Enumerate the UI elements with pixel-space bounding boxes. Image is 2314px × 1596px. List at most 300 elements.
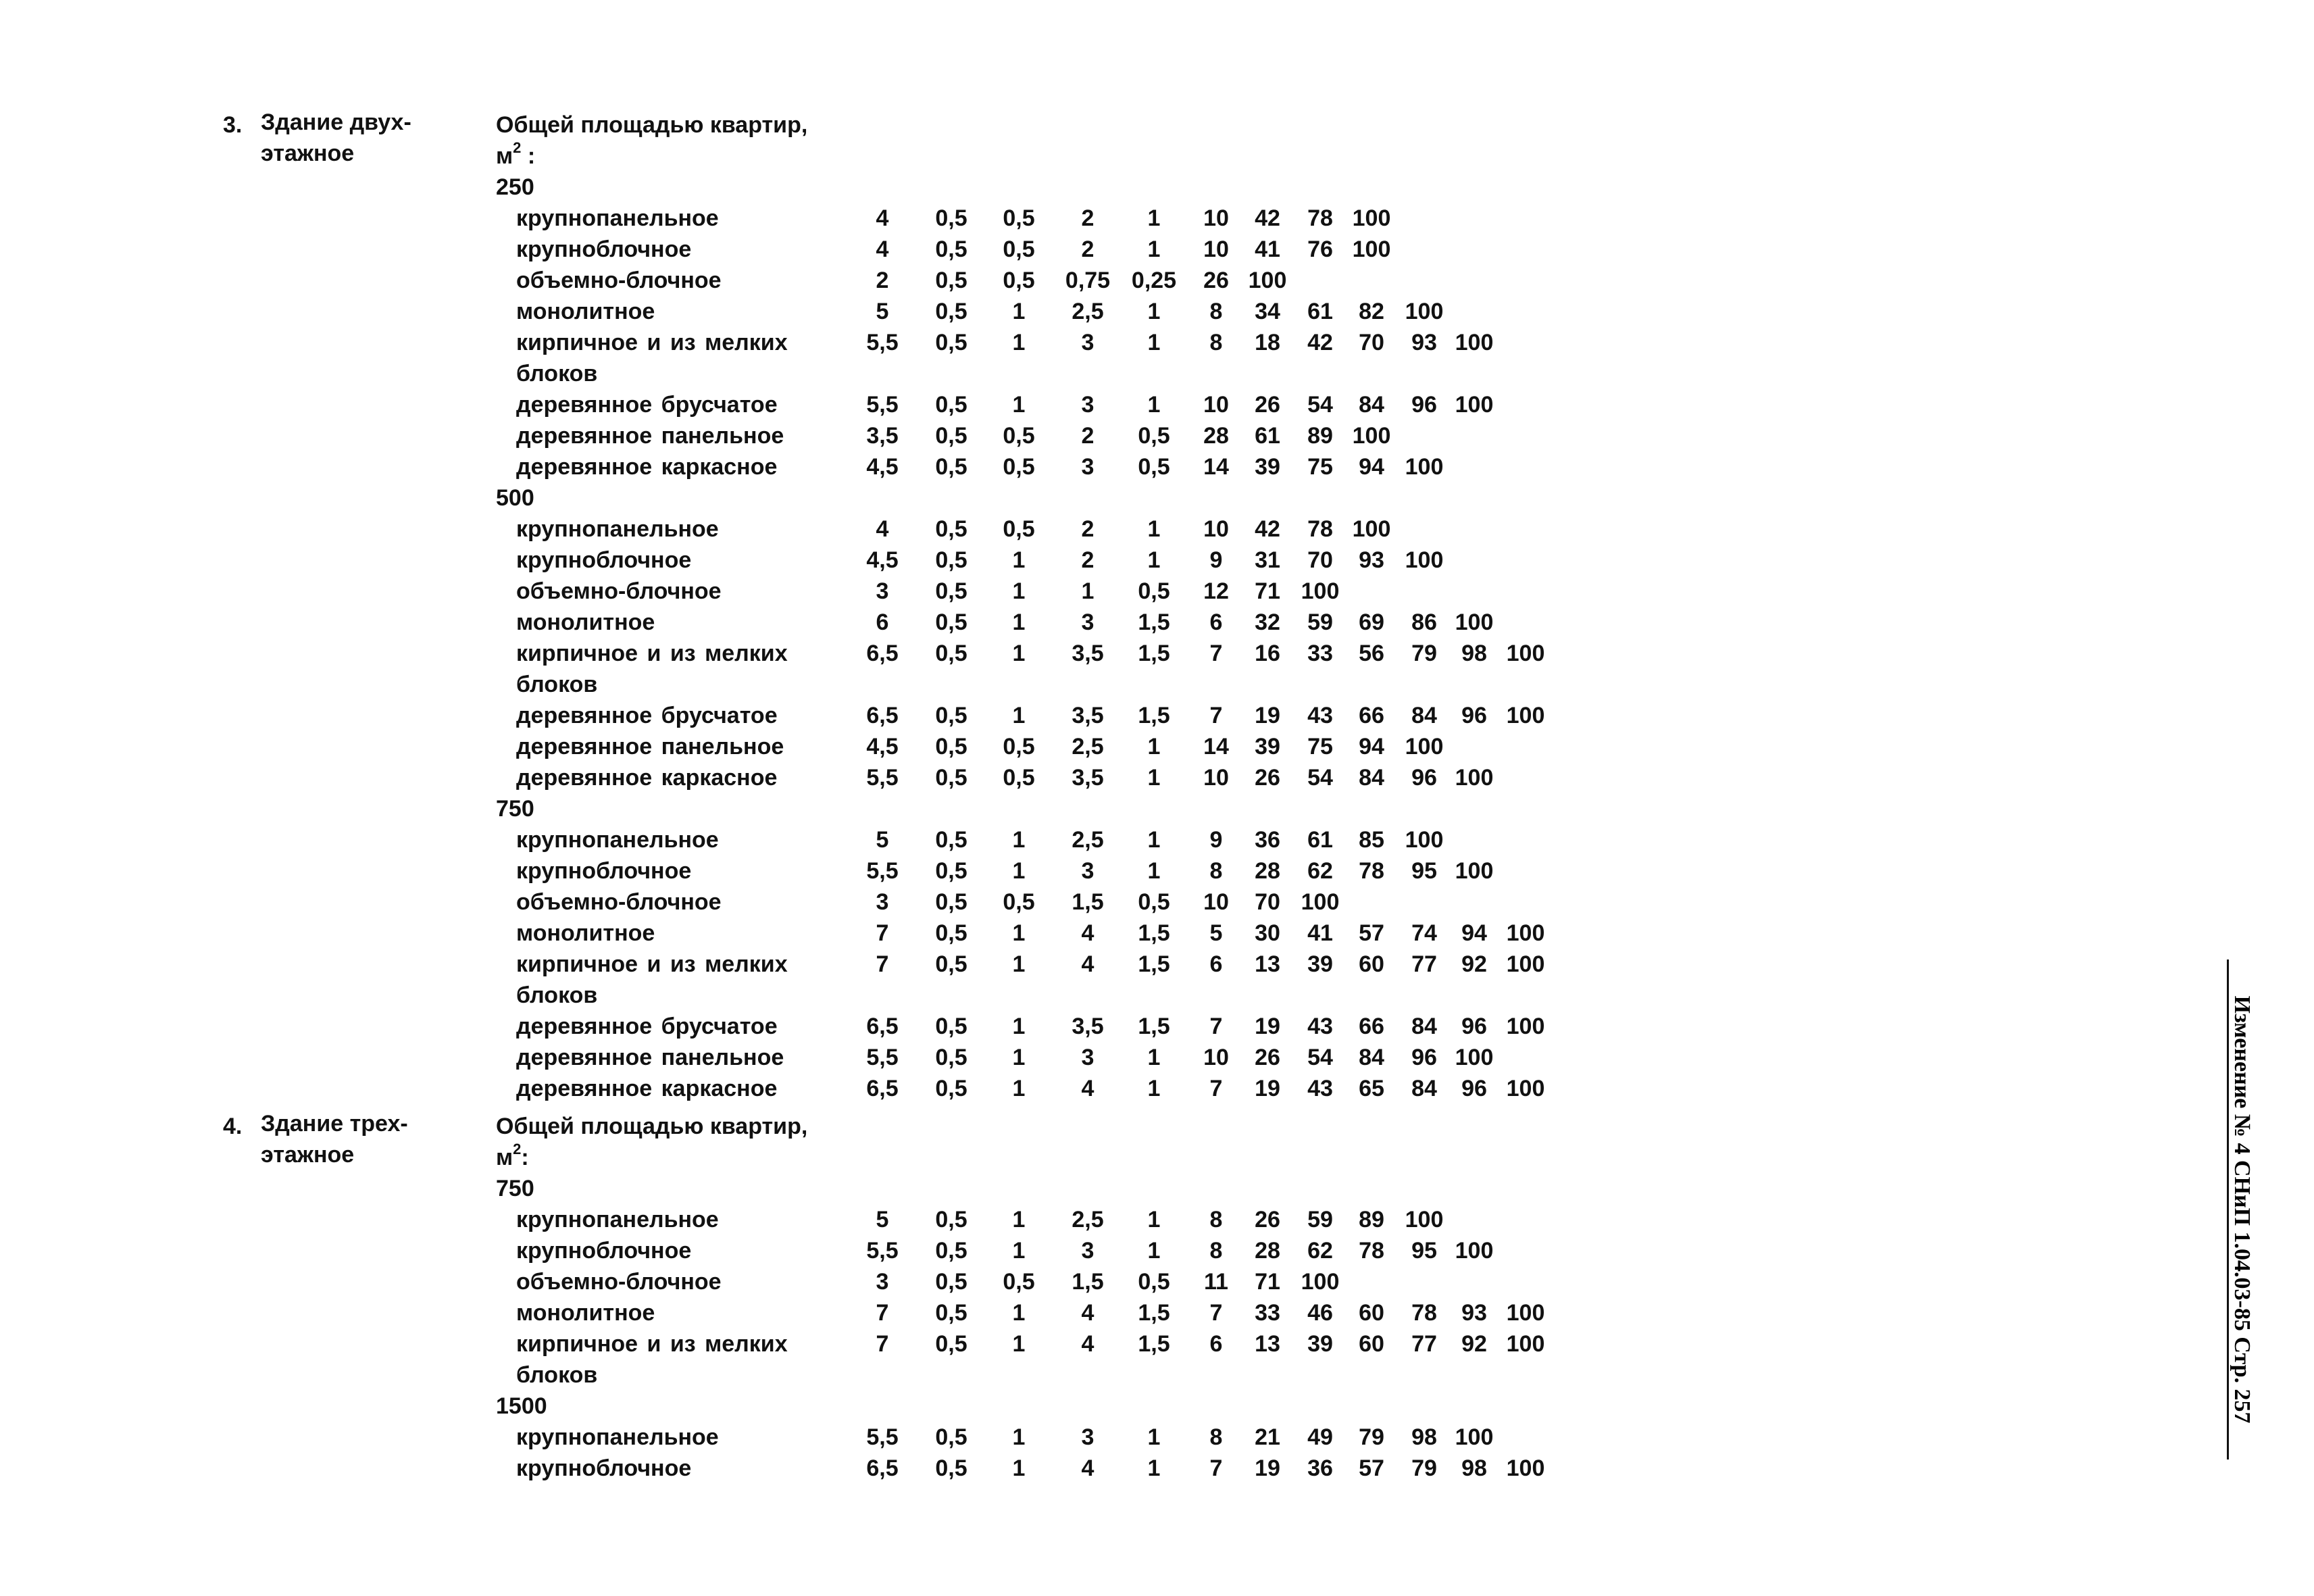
cell-value: 43	[1307, 703, 1333, 728]
item-name-line2: этажное	[261, 1142, 355, 1168]
cell-value: 98	[1411, 1424, 1437, 1450]
row-label: крупнопанельное	[516, 205, 719, 231]
cell-value: 0,5	[935, 1455, 967, 1481]
cell-value: 60	[1359, 1300, 1384, 1326]
row-label: крупнопанельное	[516, 516, 719, 542]
unit-text: м	[496, 143, 513, 169]
item-number: 4.	[223, 1114, 243, 1139]
cell-value: 96	[1411, 765, 1437, 791]
cell-value: 1	[1147, 547, 1161, 573]
cell-value: 3	[876, 889, 889, 915]
cell-value: 8	[1209, 299, 1223, 324]
cell-value: 43	[1307, 1076, 1333, 1101]
cell-value: 7	[1209, 1076, 1223, 1101]
cell-value: 0,5	[935, 330, 967, 355]
cell-value: 96	[1461, 1076, 1487, 1101]
cell-value: 3	[1081, 392, 1095, 418]
cell-value: 100	[1405, 734, 1444, 759]
cell-value: 2	[876, 268, 889, 293]
cell-value: 33	[1307, 641, 1333, 666]
cell-value: 0,5	[935, 609, 967, 635]
cell-value: 32	[1255, 609, 1280, 635]
cell-value: 7	[1209, 641, 1223, 666]
cell-value: 100	[1405, 454, 1444, 480]
cell-value: 0,5	[1003, 1269, 1035, 1295]
cell-value: 70	[1307, 547, 1333, 573]
cell-value: 4	[1081, 920, 1095, 946]
cell-value: 3	[876, 1269, 889, 1295]
cell-value: 13	[1255, 951, 1280, 977]
cell-value: 4	[876, 205, 889, 231]
cell-value: 3	[1081, 1045, 1095, 1070]
cell-value: 0,5	[1138, 454, 1170, 480]
cell-value: 98	[1461, 641, 1487, 666]
row-label: крупноблочное	[516, 858, 692, 884]
cell-value: 12	[1203, 578, 1229, 604]
cell-value: 100	[1405, 547, 1444, 573]
cell-value: 7	[1209, 1014, 1223, 1039]
row-label: крупноблочное	[516, 547, 692, 573]
cell-value: 94	[1359, 454, 1384, 480]
cell-value: 42	[1307, 330, 1333, 355]
cell-value: 95	[1411, 858, 1437, 884]
area-value: 750	[496, 1176, 534, 1201]
cell-value: 8	[1209, 1424, 1223, 1450]
cell-value: 100	[1352, 516, 1391, 542]
cell-value: 100	[1301, 1269, 1340, 1295]
cell-value: 0,5	[1138, 423, 1170, 449]
cell-value: 84	[1411, 1014, 1437, 1039]
cell-value: 5	[876, 1207, 889, 1232]
row-label: кирпичное и из мелких	[516, 951, 788, 977]
cell-value: 1	[1012, 547, 1026, 573]
cell-value: 1	[1081, 578, 1095, 604]
cell-value: 1,5	[1138, 641, 1170, 666]
cell-value: 66	[1359, 703, 1384, 728]
cell-value: 28	[1255, 858, 1280, 884]
row-label: деревянное панельное	[516, 1045, 784, 1070]
cell-value: 84	[1411, 1076, 1437, 1101]
cell-value: 10	[1203, 889, 1229, 915]
cell-value: 39	[1307, 1331, 1333, 1357]
cell-value: 78	[1307, 205, 1333, 231]
cell-value: 1	[1012, 1455, 1026, 1481]
cell-value: 76	[1307, 236, 1333, 262]
area-value: 500	[496, 485, 534, 511]
cell-value: 0,5	[1138, 1269, 1170, 1295]
cell-value: 1	[1147, 299, 1161, 324]
cell-value: 1	[1147, 765, 1161, 791]
row-label-continued: блоков	[516, 361, 598, 386]
row-label: монолитное	[516, 299, 655, 324]
unit-colon: :	[521, 143, 536, 169]
cell-value: 86	[1411, 609, 1437, 635]
cell-value: 28	[1203, 423, 1229, 449]
cell-value: 0,5	[935, 205, 967, 231]
cell-value: 100	[1352, 236, 1391, 262]
cell-value: 0,5	[935, 454, 967, 480]
row-label: деревянное брусчатое	[516, 1014, 778, 1039]
cell-value: 1	[1147, 858, 1161, 884]
cell-value: 89	[1307, 423, 1333, 449]
cell-value: 1	[1012, 1207, 1026, 1232]
cell-value: 0,5	[1003, 889, 1035, 915]
row-label-continued: блоков	[516, 672, 598, 697]
cell-value: 4	[876, 236, 889, 262]
cell-value: 3	[1081, 858, 1095, 884]
cell-value: 0,25	[1131, 268, 1177, 293]
cell-value: 0,5	[935, 268, 967, 293]
cell-value: 1	[1012, 578, 1026, 604]
cell-value: 5,5	[866, 392, 899, 418]
cell-value: 1	[1012, 1424, 1026, 1450]
cell-value: 41	[1255, 236, 1280, 262]
cell-value: 1	[1012, 609, 1026, 635]
cell-value: 2	[1081, 236, 1095, 262]
cell-value: 100	[1506, 1455, 1545, 1481]
cell-value: 14	[1203, 454, 1229, 480]
cell-value: 16	[1255, 641, 1280, 666]
cell-value: 1	[1012, 299, 1026, 324]
cell-value: 0,5	[935, 858, 967, 884]
cell-value: 1	[1012, 1331, 1026, 1357]
cell-value: 100	[1352, 423, 1391, 449]
cell-value: 2	[1081, 516, 1095, 542]
row-label: крупноблочное	[516, 236, 692, 262]
cell-value: 1	[1147, 827, 1161, 853]
cell-value: 66	[1359, 1014, 1384, 1039]
row-label-continued: блоков	[516, 1362, 598, 1388]
cell-value: 0,5	[935, 734, 967, 759]
cell-value: 85	[1359, 827, 1384, 853]
cell-value: 0,5	[935, 951, 967, 977]
cell-value: 4,5	[866, 547, 899, 573]
cell-value: 6	[876, 609, 889, 635]
cell-value: 4,5	[866, 734, 899, 759]
header-text: Изменение № 4 СНиП 1.04.03-85 Стр. 257	[2230, 995, 2255, 1424]
cell-value: 94	[1461, 920, 1487, 946]
cell-value: 49	[1307, 1424, 1333, 1450]
group-heading: Общей площадью квартир,	[496, 112, 808, 138]
cell-value: 19	[1255, 1014, 1280, 1039]
cell-value: 0,5	[935, 1238, 967, 1264]
cell-value: 2	[1081, 423, 1095, 449]
cell-value: 100	[1506, 920, 1545, 946]
cell-value: 42	[1255, 516, 1280, 542]
cell-value: 0,5	[935, 641, 967, 666]
cell-value: 0,5	[935, 1269, 967, 1295]
cell-value: 0,5	[935, 765, 967, 791]
cell-value: 6,5	[866, 1076, 899, 1101]
cell-value: 62	[1307, 1238, 1333, 1264]
cell-value: 3	[1081, 330, 1095, 355]
cell-value: 94	[1359, 734, 1384, 759]
cell-value: 4	[1081, 1455, 1095, 1481]
row-label: деревянное панельное	[516, 734, 784, 759]
cell-value: 71	[1255, 578, 1280, 604]
cell-value: 2,5	[1072, 299, 1104, 324]
cell-value: 1	[1147, 1076, 1161, 1101]
unit-text: м	[496, 1145, 513, 1170]
cell-value: 100	[1455, 1045, 1494, 1070]
cell-value: 0,5	[935, 578, 967, 604]
cell-value: 100	[1301, 889, 1340, 915]
cell-value: 0,5	[1003, 423, 1035, 449]
cell-value: 36	[1255, 827, 1280, 853]
row-label: деревянное каркасное	[516, 765, 778, 791]
area-value: 750	[496, 796, 534, 822]
row-label: монолитное	[516, 920, 655, 946]
cell-value: 1,5	[1138, 1331, 1170, 1357]
cell-value: 0,5	[1003, 236, 1035, 262]
cell-value: 0,5	[935, 827, 967, 853]
cell-value: 100	[1455, 858, 1494, 884]
cell-value: 7	[876, 920, 889, 946]
cell-value: 10	[1203, 236, 1229, 262]
cell-value: 10	[1203, 1045, 1229, 1070]
cell-value: 0,5	[1003, 268, 1035, 293]
row-label: деревянное каркасное	[516, 1076, 778, 1101]
cell-value: 34	[1255, 299, 1280, 324]
cell-value: 100	[1506, 641, 1545, 666]
cell-value: 1	[1012, 827, 1026, 853]
cell-value: 0,5	[1003, 765, 1035, 791]
cell-value: 1,5	[1072, 1269, 1104, 1295]
cell-value: 1	[1147, 1207, 1161, 1232]
cell-value: 82	[1359, 299, 1384, 324]
cell-value: 75	[1307, 734, 1333, 759]
cell-value: 1,5	[1138, 609, 1170, 635]
cell-value: 1,5	[1138, 1014, 1170, 1039]
cell-value: 21	[1255, 1424, 1280, 1450]
cell-value: 28	[1255, 1238, 1280, 1264]
cell-value: 3	[1081, 1424, 1095, 1450]
cell-value: 57	[1359, 1455, 1384, 1481]
cell-value: 8	[1209, 858, 1223, 884]
cell-value: 31	[1255, 547, 1280, 573]
cell-value: 71	[1255, 1269, 1280, 1295]
cell-value: 1	[1012, 920, 1026, 946]
cell-value: 100	[1405, 1207, 1444, 1232]
cell-value: 0,5	[935, 1045, 967, 1070]
row-label: крупнопанельное	[516, 827, 719, 853]
cell-value: 1	[1012, 1014, 1026, 1039]
item-number: 3.	[223, 112, 243, 138]
cell-value: 1	[1147, 1424, 1161, 1450]
unit-superscript: 2	[513, 1141, 522, 1157]
cell-value: 79	[1359, 1424, 1384, 1450]
cell-value: 0,5	[935, 1300, 967, 1326]
cell-value: 96	[1411, 1045, 1437, 1070]
row-label: крупноблочное	[516, 1238, 692, 1264]
cell-value: 77	[1411, 1331, 1437, 1357]
cell-value: 1	[1147, 1045, 1161, 1070]
row-label: объемно-блочное	[516, 1269, 722, 1295]
cell-value: 0,5	[1003, 205, 1035, 231]
cell-value: 42	[1255, 205, 1280, 231]
cell-value: 4	[1081, 1331, 1095, 1357]
cell-value: 1	[1012, 858, 1026, 884]
cell-value: 5	[876, 299, 889, 324]
cell-value: 3,5	[1072, 641, 1104, 666]
row-label: объемно-блочное	[516, 889, 722, 915]
cell-value: 78	[1307, 516, 1333, 542]
cell-value: 93	[1411, 330, 1437, 355]
row-label: деревянное каркасное	[516, 454, 778, 480]
row-label: кирпичное и из мелких	[516, 1331, 788, 1357]
cell-value: 65	[1359, 1076, 1384, 1101]
cell-value: 1,5	[1138, 951, 1170, 977]
cell-value: 1	[1147, 205, 1161, 231]
cell-value: 0,5	[935, 1076, 967, 1101]
cell-value: 1	[1012, 1238, 1026, 1264]
cell-value: 100	[1506, 951, 1545, 977]
cell-value: 4,5	[866, 454, 899, 480]
cell-value: 10	[1203, 765, 1229, 791]
cell-value: 84	[1359, 392, 1384, 418]
cell-value: 10	[1203, 205, 1229, 231]
cell-value: 1	[1147, 330, 1161, 355]
cell-value: 100	[1506, 703, 1545, 728]
cell-value: 1	[1147, 392, 1161, 418]
cell-value: 3,5	[866, 423, 899, 449]
cell-value: 84	[1411, 703, 1437, 728]
cell-value: 33	[1255, 1300, 1280, 1326]
cell-value: 8	[1209, 330, 1223, 355]
cell-value: 0,5	[935, 1207, 967, 1232]
cell-value: 70	[1255, 889, 1280, 915]
cell-value: 5,5	[866, 765, 899, 791]
cell-value: 7	[876, 1300, 889, 1326]
row-label: деревянное брусчатое	[516, 703, 778, 728]
area-value: 1500	[496, 1393, 547, 1419]
item-name-line1: Здание трех-	[261, 1111, 408, 1137]
cell-value: 7	[876, 951, 889, 977]
unit-superscript: 2	[513, 139, 522, 156]
cell-value: 69	[1359, 609, 1384, 635]
cell-value: 96	[1461, 1014, 1487, 1039]
cell-value: 0,5	[935, 516, 967, 542]
cell-value: 0,5	[935, 1424, 967, 1450]
row-label: крупнопанельное	[516, 1207, 719, 1232]
group-heading-unit	[496, 1141, 529, 1170]
cell-value: 3	[1081, 609, 1095, 635]
cell-value: 5,5	[866, 330, 899, 355]
cell-value: 54	[1307, 1045, 1333, 1070]
cell-value: 0,5	[1003, 516, 1035, 542]
item-name-line2: этажное	[261, 141, 355, 166]
cell-value: 3	[1081, 454, 1095, 480]
cell-value: 100	[1455, 392, 1494, 418]
cell-value: 26	[1255, 1045, 1280, 1070]
cell-value: 4	[1081, 951, 1095, 977]
cell-value: 100	[1301, 578, 1340, 604]
cell-value: 1	[1147, 1238, 1161, 1264]
cell-value: 2,5	[1072, 1207, 1104, 1232]
cell-value: 1	[1147, 236, 1161, 262]
cell-value: 79	[1411, 1455, 1437, 1481]
cell-value: 3	[876, 578, 889, 604]
cell-value: 19	[1255, 1455, 1280, 1481]
cell-value: 6,5	[866, 1455, 899, 1481]
group-heading: Общей площадью квартир,	[496, 1114, 808, 1139]
cell-value: 10	[1203, 392, 1229, 418]
row-label: кирпичное и из мелких	[516, 641, 788, 666]
cell-value: 100	[1405, 827, 1444, 853]
cell-value: 93	[1359, 547, 1384, 573]
cell-value: 98	[1461, 1455, 1487, 1481]
group-heading-unit	[496, 139, 536, 169]
cell-value: 1	[1012, 1076, 1026, 1101]
page-header-vertical	[2221, 959, 2262, 1460]
cell-value: 100	[1455, 330, 1494, 355]
cell-value: 5,5	[866, 1424, 899, 1450]
cell-value: 100	[1352, 205, 1391, 231]
cell-value: 78	[1359, 1238, 1384, 1264]
item-name-line1: Здание двух-	[261, 109, 411, 135]
cell-value: 0,75	[1065, 268, 1111, 293]
cell-value: 41	[1307, 920, 1333, 946]
row-label: объемно-блочное	[516, 578, 722, 604]
cell-value: 26	[1255, 1207, 1280, 1232]
cell-value: 7	[1209, 1455, 1223, 1481]
cell-value: 100	[1506, 1331, 1545, 1357]
cell-value: 1	[1012, 392, 1026, 418]
cell-value: 6	[1209, 951, 1223, 977]
cell-value: 100	[1405, 299, 1444, 324]
cell-value: 0,5	[935, 547, 967, 573]
cell-value: 5,5	[866, 1238, 899, 1264]
cell-value: 4	[1081, 1076, 1095, 1101]
cell-value: 100	[1506, 1300, 1545, 1326]
cell-value: 100	[1455, 1424, 1494, 1450]
row-label: кирпичное и из мелких	[516, 330, 788, 355]
cell-value: 26	[1255, 392, 1280, 418]
cell-value: 2,5	[1072, 827, 1104, 853]
cell-value: 39	[1255, 454, 1280, 480]
cell-value: 1	[1012, 703, 1026, 728]
cell-value: 6,5	[866, 703, 899, 728]
cell-value: 1	[1012, 951, 1026, 977]
cell-value: 26	[1255, 765, 1280, 791]
cell-value: 95	[1411, 1238, 1437, 1264]
cell-value: 59	[1307, 1207, 1333, 1232]
cell-value: 2,5	[1072, 734, 1104, 759]
cell-value: 74	[1411, 920, 1437, 946]
cell-value: 4	[1081, 1300, 1095, 1326]
cell-value: 14	[1203, 734, 1229, 759]
cell-value: 5	[1209, 920, 1223, 946]
cell-value: 0,5	[935, 299, 967, 324]
row-label: монолитное	[516, 609, 655, 635]
row-label-continued: блоков	[516, 982, 598, 1008]
row-label: крупнопанельное	[516, 1424, 719, 1450]
cell-value: 9	[1209, 547, 1223, 573]
cell-value: 8	[1209, 1207, 1223, 1232]
cell-value: 2	[1081, 547, 1095, 573]
cell-value: 19	[1255, 703, 1280, 728]
cell-value: 0,5	[935, 423, 967, 449]
cell-value: 100	[1506, 1014, 1545, 1039]
cell-value: 6	[1209, 1331, 1223, 1357]
cell-value: 100	[1248, 268, 1287, 293]
cell-value: 1	[1012, 1045, 1026, 1070]
cell-value: 43	[1307, 1014, 1333, 1039]
cell-value: 11	[1204, 1269, 1228, 1295]
cell-value: 60	[1359, 1331, 1384, 1357]
cell-value: 100	[1455, 765, 1494, 791]
cell-value: 1,5	[1138, 1300, 1170, 1326]
